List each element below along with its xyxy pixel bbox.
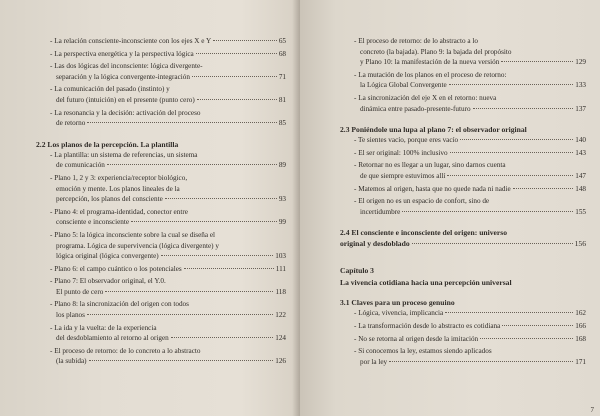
toc-entry-last-line [354,80,586,91]
toc-entry [340,196,586,217]
toc-page-number: 122 [275,311,286,320]
toc-entry [36,173,286,205]
toc-entry [340,135,586,146]
section-2-4-line-2: original y desdoblado [340,239,410,249]
toc-list-2-3 [340,135,586,219]
chapter-title: La vivencia cotidiana hacia una percepción universal [340,278,512,288]
toc-entry-line: - La plantilla: un sistema de referencias, un sistema [50,150,198,159]
toc-entry-line: - Lógica, vivencia, implicancia [354,309,444,318]
toc-entry-line: - Plano 7: El observador original, el Y.0. [50,277,166,286]
toc-entry-line: - Plano 5: la lógica inconsciente sobre la cual se diseña el [50,230,216,239]
dot-leader [89,360,274,361]
toc-entry [36,108,286,129]
toc-entry-last-line [50,160,286,171]
toc-entry-line: - El proceso de retorno: de lo abstracto a lo [354,37,478,45]
toc-entry-line: (la subida) [56,357,87,366]
dot-leader [105,291,273,292]
toc-entry-last-line [354,321,586,332]
toc-entry-line: - Retornar no es llegar a un lugar, sino darnos cuenta [354,161,506,170]
toc-page-number: 133 [575,81,586,90]
toc-entry-line: - La perspectiva energética y la perspectiva lógica [50,49,194,58]
toc-entry-last-line [50,264,286,275]
toc-entry-last-line [50,287,286,298]
toc-entry [340,160,586,181]
toc-entry-last-line [354,104,586,115]
toc-page-number: 81 [278,95,286,104]
toc-entry-line: - Plano 8: la sincronización del origen con todos [50,300,189,309]
toc-entry [36,346,286,367]
toc-entry-line: - Plano 6: el campo cuántico o los potenciales [50,264,182,273]
toc-entry [340,334,586,345]
toc-entry-line: de que siempre estuvimos allí [360,171,446,180]
toc-entry-last-line [354,148,586,159]
toc-page-number: 126 [275,357,286,366]
toc-entry [340,346,586,367]
toc-entry-line: - Plano 1, 2 y 3: experiencia/receptor biológico, [50,173,188,182]
section-2-2-title: 2.2 Los planos de la percepción. La plantilla [36,139,179,149]
toc-entry-line: del futuro (intuición) en el presente (punto cero) [56,95,195,104]
toc-entry-line: la Lógica Global Convergente [360,81,447,90]
toc-list-top-left [36,36,286,131]
dot-leader [87,122,276,123]
dot-leader [184,268,274,269]
toc-entry-line: - El ser original: 100% inclusivo [354,148,448,157]
toc-entry-line: dinámica entre pasado-presente-futuro [360,104,471,113]
toc-entry-line: - Plano 4: el programa-identidad, conector entre [50,207,188,216]
toc-entry [36,36,286,47]
toc-page-number: 166 [575,321,586,330]
toc-entry [36,276,286,297]
dot-leader [197,99,277,100]
toc-page-number: 71 [278,72,286,81]
toc-page-number: 124 [275,334,286,343]
toc-entry [340,308,586,319]
dot-leader [161,255,274,256]
toc-entry-line: - La mutación de los planos en el proceso de retorno: [354,70,507,79]
toc-entry-last-line [50,36,286,47]
toc-entry-last-line [50,217,286,228]
toc-entry [36,150,286,171]
dot-leader [171,337,273,338]
section-2-3-title: 2.3 Poniéndole una lupa al plano 7: el observador original [340,125,527,135]
dot-leader [447,175,573,176]
toc-entry-last-line [50,118,286,129]
toc-entry-line: - El proceso de retorno: de lo concreto a lo abstracto [50,346,201,355]
toc-entry-line: del desdoblamiento al retorno al origen [56,334,169,343]
toc-page-number: 89 [278,161,286,170]
toc-page-number: 148 [575,184,586,193]
toc-list-2-2 [36,150,286,369]
toc-list-3-1 [340,308,586,369]
dot-leader [460,139,573,140]
section-2-4-page: 156 [574,239,586,249]
toc-entry-line: separación y la lógica convergente-integración [56,72,190,81]
toc-entry-last-line [354,334,586,345]
toc-entry-last-line [50,310,286,321]
dot-leader [502,325,573,326]
toc-entry-last-line [354,57,586,68]
toc-entry [340,184,586,195]
dot-leader [131,221,277,222]
toc-entry-line: - La resonancia y la decisión: activación del proceso [50,108,201,117]
toc-entry-line: y Plano 10: la manifestación de la nueva versión [360,58,500,67]
toc-entry-last-line [354,308,586,319]
toc-page-number: 171 [575,357,586,366]
toc-entry-line: lógica original (lógica convergente) [56,252,159,261]
toc-entry-last-line [354,184,586,195]
dot-leader [196,53,277,54]
toc-entry-line: percepción, los planos del consciente [56,195,163,204]
toc-page-number: 143 [575,148,586,157]
toc-entry-last-line [354,171,586,182]
toc-page-number: 147 [575,171,586,180]
section-2-4-line-2-row [340,238,586,249]
toc-entry-line: emoción y mente. Los planos lineales de la [56,184,180,193]
toc-entry-last-line [50,95,286,106]
dot-leader [402,211,573,212]
toc-entry-last-line [354,135,586,146]
toc-entry [36,84,286,105]
toc-entry [36,49,286,60]
section-2-4-heading [340,227,586,249]
toc-entry [340,70,586,91]
toc-entry-line: concreto (la bajada). Plano 9: la bajada del propósito [360,47,512,56]
dot-leader [389,361,573,362]
dot-leader [513,188,574,189]
section-2-4-line-1: 2.4 El consciente e inconsciente del origen: universo [340,228,508,238]
toc-entry-line: - Si conocemos la ley, estamos siendo aplicados [354,347,492,356]
chapter-label: Capítulo 3 [340,266,374,276]
toc-entry-line: - El origen no es un espacio de confort, sino de [354,197,490,206]
toc-entry-line: - La comunicación del pasado (instinto) y [50,85,170,94]
toc-page-number: 99 [278,218,286,227]
section-3-1-title: 3.1 Claves para un proceso genuino [340,298,455,308]
toc-entry-line: - Te sientes vacío, porque eres vacío [354,136,459,145]
toc-entry-line: - La sincronización del eje X en el retorno: nueva [354,93,497,102]
toc-page-number: 129 [575,58,586,67]
dot-leader [87,314,273,315]
dot-leader [165,198,277,199]
toc-entry [36,230,286,262]
toc-entry-line: - La ida y la vuelta: de la experiencia [50,323,157,332]
dot-leader [473,108,574,109]
toc-page-number: 93 [278,195,286,204]
dot-leader [501,61,573,62]
toc-entry-line: El punto de cero [56,287,104,296]
toc-page-number: 162 [575,309,586,318]
right-page [300,0,600,416]
toc-page-number: 103 [275,252,286,261]
toc-entry [36,61,286,82]
toc-entry [340,36,586,68]
toc-entry-last-line [354,357,586,368]
toc-entry-line: los planos [56,311,85,320]
toc-entry [340,93,586,114]
toc-page-number: 118 [275,287,286,296]
page-folio: 7 [590,406,594,414]
dot-leader [107,164,277,165]
toc-entry-last-line [50,356,286,367]
toc-page-number: 168 [575,334,586,343]
toc-entry [36,207,286,228]
toc-entry [36,323,286,344]
dot-leader [192,76,277,77]
toc-entry-line: - La relación consciente-inconsciente con los ejes X e Y [50,37,212,45]
toc-entry-last-line [50,72,286,83]
toc-entry-last-line [50,49,286,60]
toc-entry-line: de retorno [56,119,86,128]
toc-entry-line: por la ley [360,357,388,366]
toc-entry-last-line [50,333,286,344]
toc-page-number: 85 [278,119,286,128]
toc-entry-line: - Las dos lógicas del inconsciente: lógica divergente- [50,62,203,71]
toc-entry-last-line [50,194,286,205]
toc-entry-last-line [354,207,586,218]
toc-entry-line: incertidumbre [360,207,401,216]
toc-entry-line: programa. Lógica de supervivencia (lógica divergente) y [56,241,219,250]
toc-page-number: 65 [278,37,286,45]
toc-page-number: 68 [278,49,286,58]
toc-entry [340,321,586,332]
toc-entry [340,148,586,159]
toc-entry-line: - La transformación desde lo abstracto es cotidiana [354,321,501,330]
toc-entry-line: - No se retorna al origen desde la imitación [354,334,479,343]
dot-leader [213,40,277,41]
dot-leader [449,84,574,85]
toc-entry-line: - Matemos al origen, hasta que no quede nada ni nadie [354,184,511,193]
toc-entry [36,299,286,320]
dot-leader [412,243,573,244]
dot-leader [450,152,574,153]
toc-entry-line: consciente e inconsciente [56,218,130,227]
toc-page-number: 111 [275,264,286,273]
toc-page-number: 155 [575,207,586,216]
toc-entry-line: de comunicación [56,161,105,170]
dot-leader [480,338,573,339]
toc-page-number: 140 [575,136,586,145]
toc-entry [36,264,286,275]
toc-entry-last-line [50,251,286,262]
dot-leader [445,312,573,313]
toc-list-top-right [340,36,586,116]
toc-page-number: 137 [575,104,586,113]
